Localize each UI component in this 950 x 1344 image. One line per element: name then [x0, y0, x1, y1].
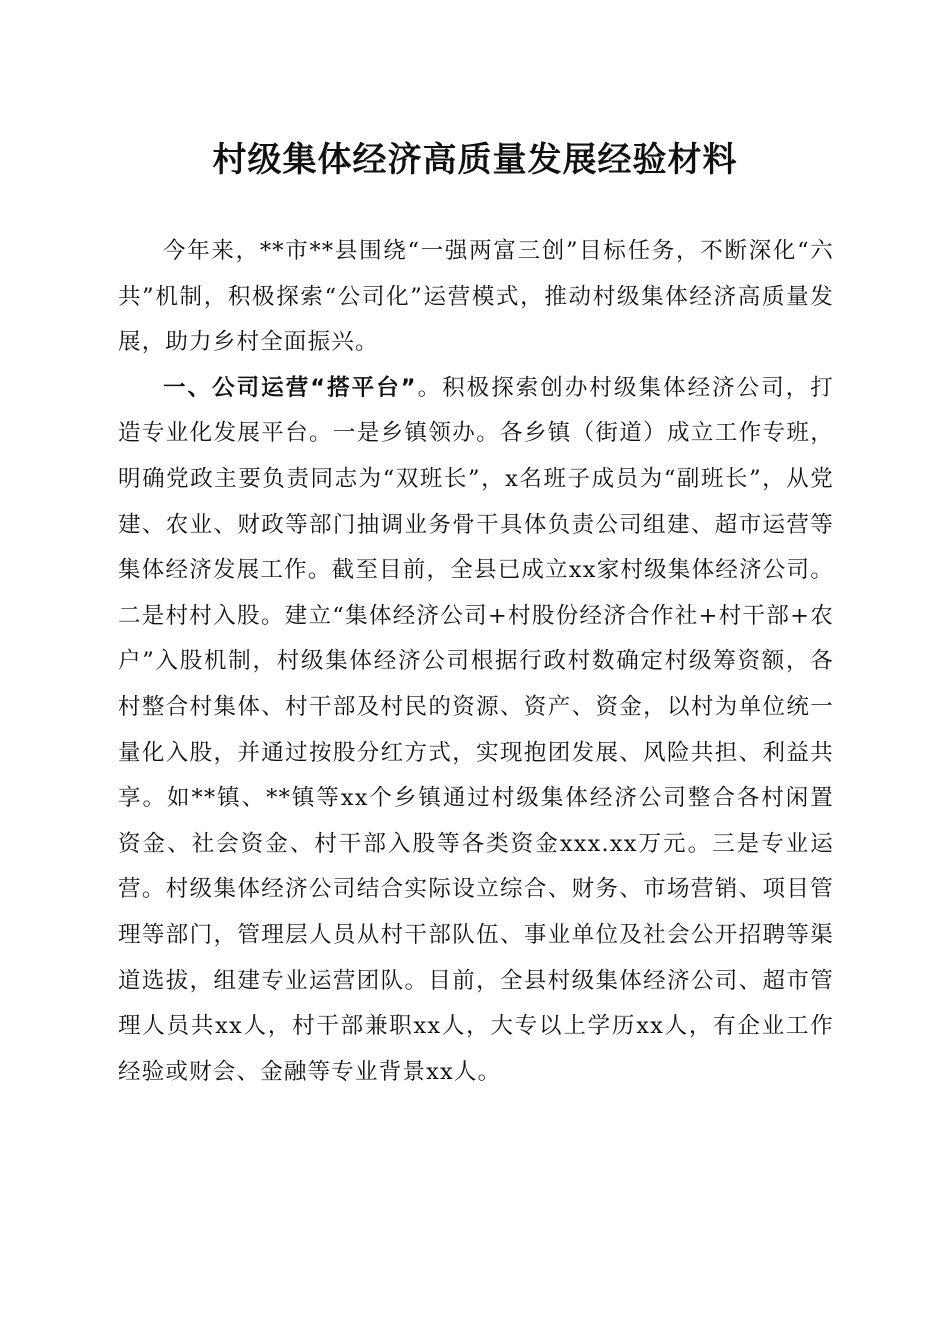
document-body — [118, 229, 834, 1095]
intro-paragraph: 今年来，**市**县围绕“一强两富三创”目标任务，不断深化“六共”机制，积极探索“公司化”运营模式，推动村级集体经济高质量发展，助力乡村全面振兴。 — [118, 238, 834, 356]
section-1-heading: 一、公司运营“搭平台” — [163, 374, 417, 401]
document-title: 村级集体经济高质量发展经验材料 — [212, 140, 738, 180]
section-1-body: 。积极探索创办村级集体经济公司，打造专业化发展平台。一是乡镇领办。各乡镇（街道）成立工作专班，明确党政主要负责同志为“双班长”，x名班子成员为“副班长”，从党建、农业、财政等部门抽调业务骨干具体负责公司组建、超市运营等集体经济发展工作。截至目前，全县已成立xx家村级集体经济公司。二是村村入股。建立“集体经济公司+村股份经济合作社+村干部+农户”入股机制，村级集体经济公司根据行政村数确定村级筹资额，各村整合村集体、村干部及村民的资源、资产、资金，以村为单位统一量化入股，并通过按股分红方式，实现抱团发展、风险共担、利益共享。如**镇、**镇等xx个乡镇通过村级集体经济公司整合各村闲置资金、社会资金、村干部入股等各类资金xxx.xx万元。三是专业运营。村级集体经济公司结合实际设立综合、财务、市场营销、项目管理等部门，管理层人员从村干部队伍、事业单位及社会公开招聘等渠道选拔，组建专业运营团队。目前，全县村级集体经济公司、超市管理人员共xx人，村干部兼职xx人，大专以上学历xx人，有企业工作经验或财会、金融等专业背景xx人。 — [118, 374, 834, 1085]
section-1-paragraph — [118, 366, 834, 1096]
